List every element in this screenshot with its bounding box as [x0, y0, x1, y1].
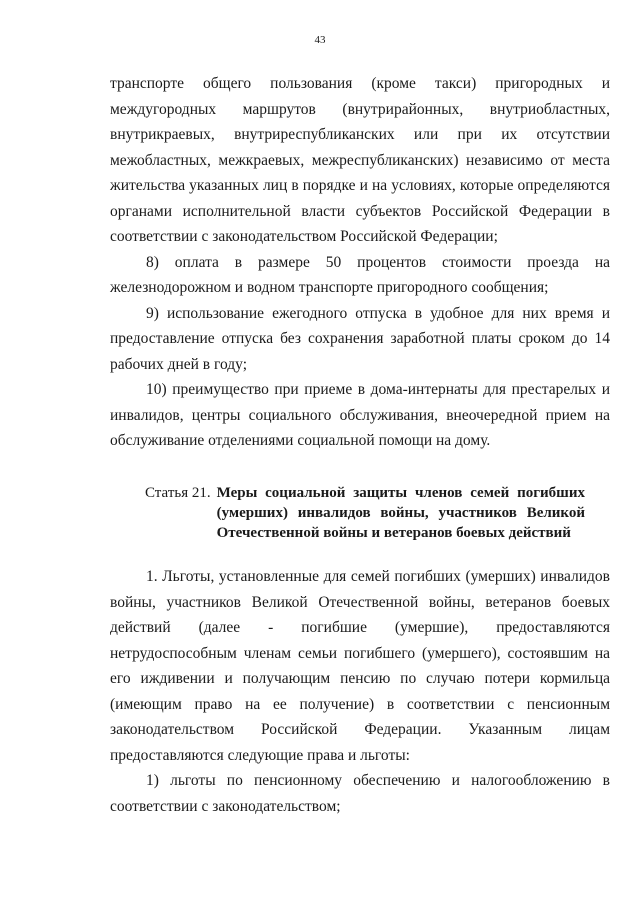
- paragraph-continuation: транспорте общего пользования (кроме такси) пригородных и междугородных маршрутов (внутрирайонных, внутриобластных, внутрикраевых, внутриреспубликанских или при их отсутствии межобластных, межкраевых, межреспубликанских) независимо от места жительства указанных лиц в порядке и на условиях, которые определяются органами исполнительной власти субъектов Российской Федерации в соответствии с законодательством Российской Федерации;: [110, 75, 610, 245]
- text-block-bottom: [110, 564, 610, 819]
- article-label: Статья 21.: [145, 485, 211, 501]
- article-title: Меры социальной защиты членов семей погибших (умерших) инвалидов войны, участников Великой Отечественной войны и ветеранов боевых действий: [216, 485, 585, 541]
- paragraph-clause-1: 1. Льготы, установленные для семей погибших (умерших) инвалидов войны, участников Великой Отечественной войны, ветеранов боевых действий (далее - погибшие (умершие), предоставляются нетрудоспособным членам семьи погибшего (умершего), состоявшим на его иждивении и получающим пенсию по случаю потери кормильца (имеющим право на ее получение) в соответствии с пенсионным законодательством Российской Федерации. Указанным лицам предоставляются следующие права и льготы:: [110, 568, 610, 764]
- page-number: 43: [314, 34, 326, 46]
- article-heading: [145, 483, 585, 543]
- paragraph-item-8: 8) оплата в размере 50 процентов стоимости проезда на железнодорожном и водном транспорте пригородного сообщения;: [110, 253, 610, 296]
- paragraph-subitem-1: 1) льготы по пенсионному обеспечению и налогообложению в соответствии с законодательством;: [110, 772, 610, 815]
- text-block-top: [110, 71, 610, 454]
- paragraph-item-9: 9) использование ежегодного отпуска в удобное для них время и предоставление отпуска без сохранения заработной платы сроком до 14 рабочих дней в году;: [110, 304, 610, 373]
- paragraph-item-10: 10) преимущество при приеме в дома-интернаты для престарелых и инвалидов, центры социального обслуживания, внеочередной прием на обслуживание отделениями социальной помощи на дому.: [110, 381, 610, 449]
